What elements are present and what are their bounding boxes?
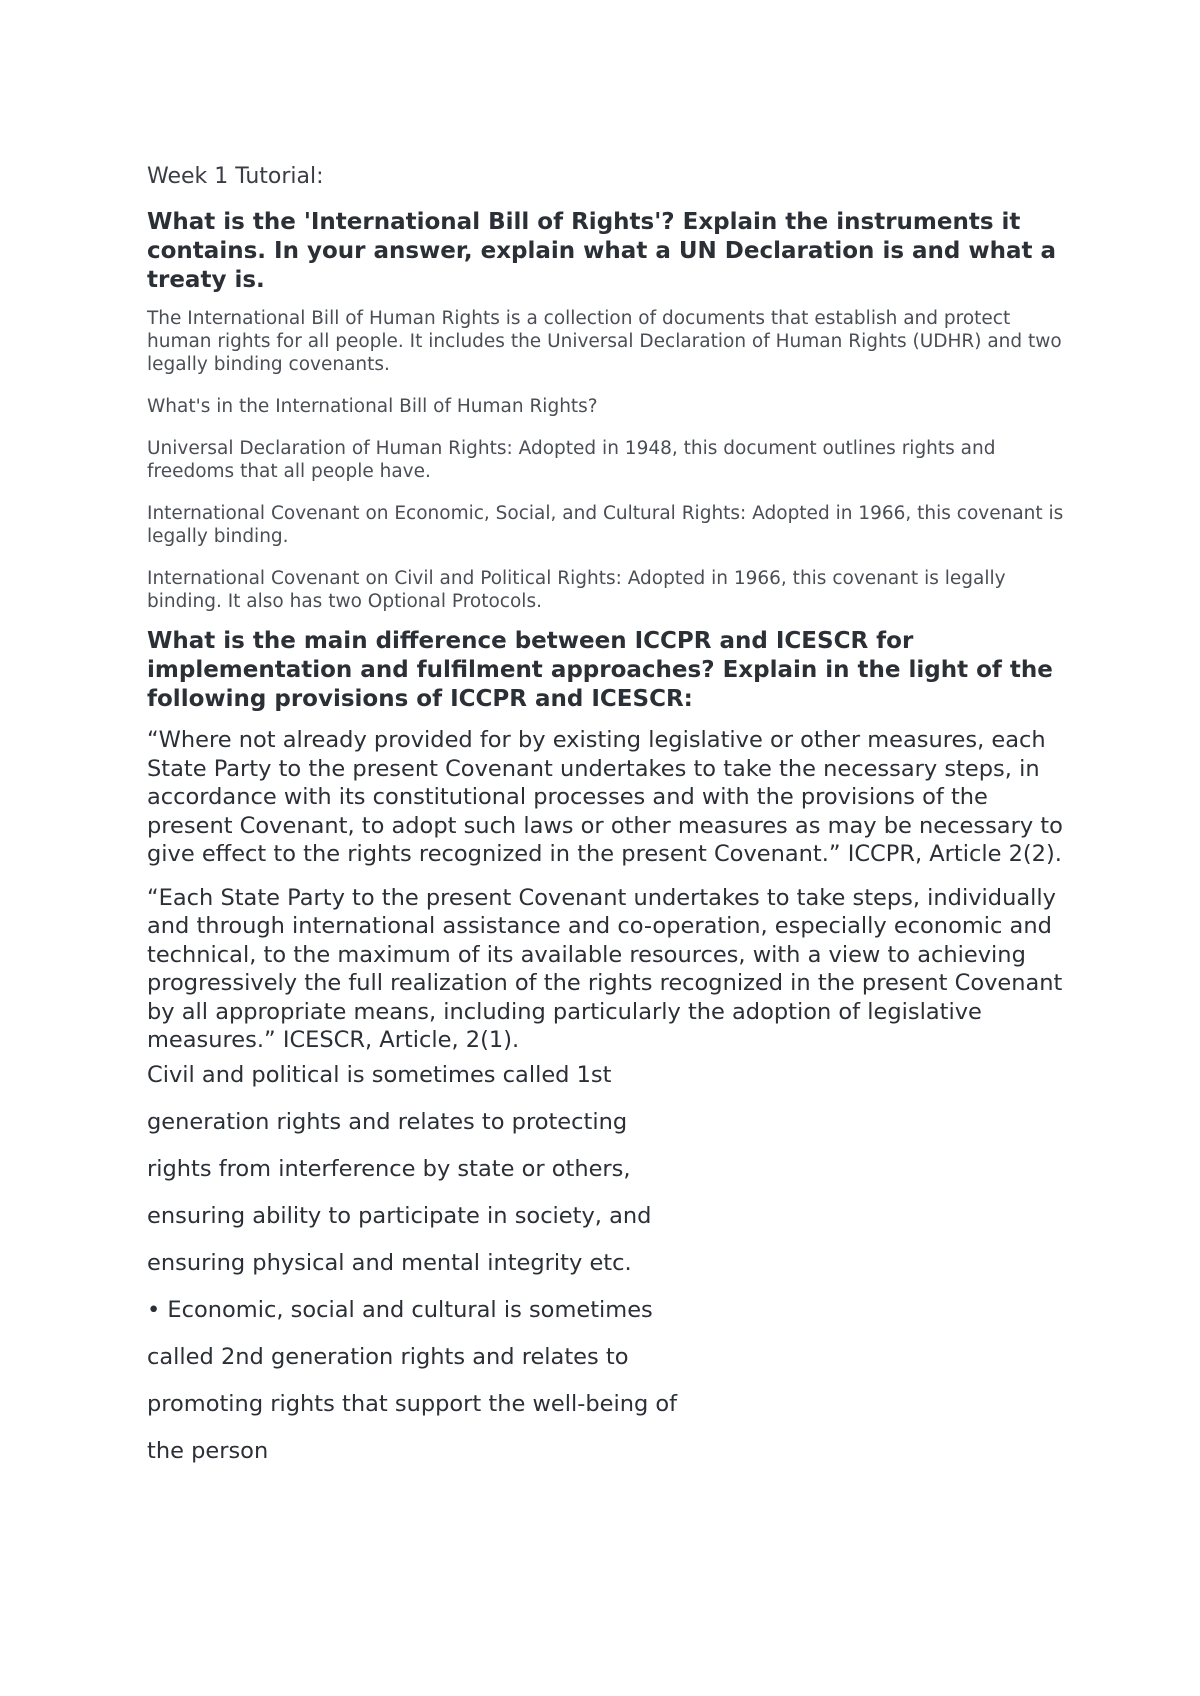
answer-1-paragraph: The International Bill of Human Rights is a collection of documents that establish and protect human rights for all people. It includes the Universal Declaration of Human Rights (UDHR) and two legally binding covenants. [147,308,1062,375]
question-1: What is the 'International Bill of Rights'? Explain the instruments it contains. In your answer, explain what a UN Declaration is and what a treaty is. [147,209,1057,293]
note-line: • Economic, social and cultural is sometimes [147,1296,653,1323]
note-line: rights from interference by state or others, [147,1155,631,1182]
note-line: Civil and political is sometimes called 1st [147,1061,612,1088]
note-line: ensuring physical and mental integrity etc. [147,1249,632,1276]
document-page [147,160,1077,1484]
quotes-section [147,726,1077,1055]
note-line: the person [147,1437,269,1464]
answer-1 [147,307,1077,613]
note-line: called 2nd generation rights and relates to [147,1343,629,1370]
answer-1-paragraph: International Covenant on Economic, Social, and Cultural Rights: Adopted in 1966, this covenant is legally binding. [147,503,1064,547]
answer-1-paragraph: Universal Declaration of Human Rights: Adopted in 1948, this document outlines rights and freedoms that all people have. [147,438,996,482]
answer-1-paragraph: What's in the International Bill of Human Rights? [147,396,598,417]
note-line: promoting rights that support the well-being of [147,1390,678,1417]
question-2: What is the main difference between ICCPR and ICESCR for implementation and fulfilment approaches? Explain in the light of the following provisions of ICCPR and ICESCR: [147,628,1053,712]
icescr-quote: “Each State Party to the present Covenant undertakes to take steps, individually and through international assistance and co-operation, especially economic and technical, to the maximum of its available resources, with a view to achieving progressively the full realization of the rights recognized in the present Covenant by all appropriate means, including particularly the adoption of legislative measures.” ICESCR, Article, 2(1). [147,884,1063,1053]
document-title: Week 1 Tutorial: [147,164,324,189]
answer-1-paragraph: International Covenant on Civil and Political Rights: Adopted in 1966, this covenant is legally binding. It also has two Optional Protocols. [147,568,1006,612]
note-line: generation rights and relates to protecting [147,1108,628,1135]
note-line: ensuring ability to participate in society, and [147,1202,652,1229]
iccpr-quote: “Where not already provided for by existing legislative or other measures, each State Party to the present Covenant undertakes to take the necessary steps, in accordance with its constitutional processes and with the provisions of the present Covenant, to adopt such laws or other measures as may be necessary to give effect to the rights recognized in the present Covenant.” ICCPR, Article 2(2). [147,727,1063,867]
notes-section [147,1061,1077,1484]
